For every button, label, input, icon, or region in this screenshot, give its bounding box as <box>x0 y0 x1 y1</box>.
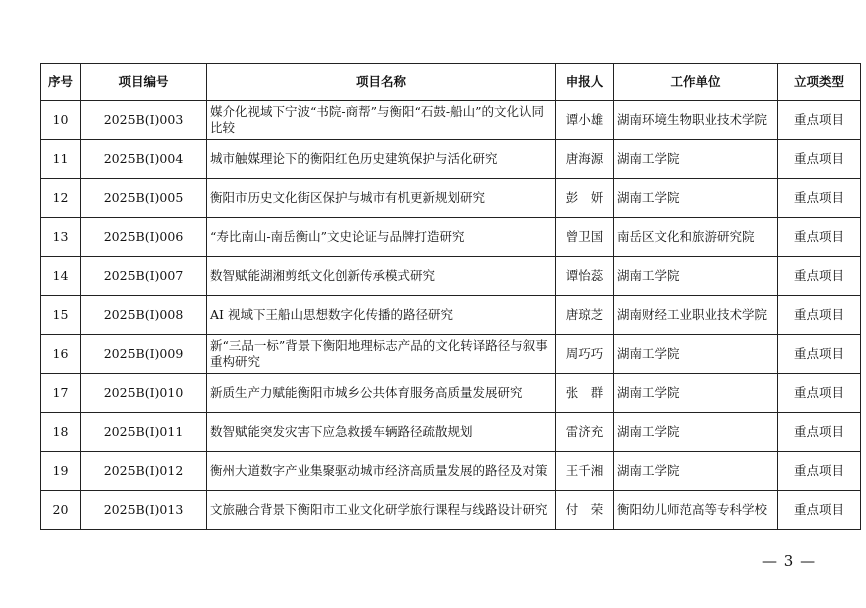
cell-project-name: 文旅融合背景下衡阳市工业文化研学旅行课程与线路设计研究 <box>207 491 556 530</box>
table-row <box>41 374 861 413</box>
page-number: — 3 — <box>762 552 817 570</box>
cell-project-type: 重点项目 <box>778 335 861 374</box>
cell-work-unit: 南岳区文化和旅游研究院 <box>614 218 778 257</box>
cell-project-type: 重点项目 <box>778 452 861 491</box>
cell-project-type: 重点项目 <box>778 101 861 140</box>
cell-serial: 15 <box>41 296 81 335</box>
cell-serial: 19 <box>41 452 81 491</box>
cell-project-type: 重点项目 <box>778 491 861 530</box>
cell-project-name: 数智赋能湖湘剪纸文化创新传承模式研究 <box>207 257 556 296</box>
cell-project-name: 衡州大道数字产业集聚驱动城市经济高质量发展的路径及对策 <box>207 452 556 491</box>
table-row <box>41 257 861 296</box>
cell-work-unit: 湖南工学院 <box>614 374 778 413</box>
cell-work-unit: 湖南工学院 <box>614 257 778 296</box>
cell-project-type: 重点项目 <box>778 413 861 452</box>
cell-applicant: 曾卫国 <box>556 218 614 257</box>
project-table <box>40 63 861 530</box>
cell-project-code: 2025B(Ⅰ)003 <box>81 101 207 140</box>
cell-serial: 20 <box>41 491 81 530</box>
table-row <box>41 179 861 218</box>
header-work-unit: 工作单位 <box>614 64 778 101</box>
cell-project-name: 城市触媒理论下的衡阳红色历史建筑保护与活化研究 <box>207 140 556 179</box>
cell-applicant: 谭小雄 <box>556 101 614 140</box>
table-row <box>41 101 861 140</box>
cell-project-code: 2025B(Ⅰ)005 <box>81 179 207 218</box>
table-row <box>41 452 861 491</box>
header-applicant: 申报人 <box>556 64 614 101</box>
cell-project-code: 2025B(Ⅰ)011 <box>81 413 207 452</box>
cell-project-code: 2025B(Ⅰ)009 <box>81 335 207 374</box>
cell-work-unit: 湖南工学院 <box>614 140 778 179</box>
cell-serial: 14 <box>41 257 81 296</box>
cell-applicant: 王千湘 <box>556 452 614 491</box>
cell-project-code: 2025B(Ⅰ)013 <box>81 491 207 530</box>
cell-project-code: 2025B(Ⅰ)010 <box>81 374 207 413</box>
cell-project-name: 媒介化视域下宁波“书院-商帮”与衡阳“石鼓-船山”的文化认同比较 <box>207 101 556 140</box>
table-row <box>41 296 861 335</box>
table-row <box>41 413 861 452</box>
cell-project-name: “寿比南山-南岳衡山”文史论证与品牌打造研究 <box>207 218 556 257</box>
header-project-type: 立项类型 <box>778 64 861 101</box>
cell-applicant: 唐海源 <box>556 140 614 179</box>
cell-work-unit: 湖南环境生物职业技术学院 <box>614 101 778 140</box>
cell-project-code: 2025B(Ⅰ)012 <box>81 452 207 491</box>
project-table-container <box>40 63 844 530</box>
cell-project-name: 数智赋能突发灾害下应急救援车辆路径疏散规划 <box>207 413 556 452</box>
table-row <box>41 335 861 374</box>
table-header-row <box>41 64 861 101</box>
header-project-code: 项目编号 <box>81 64 207 101</box>
cell-serial: 10 <box>41 101 81 140</box>
cell-serial: 11 <box>41 140 81 179</box>
cell-serial: 16 <box>41 335 81 374</box>
cell-project-name: 新质生产力赋能衡阳市城乡公共体育服务高质量发展研究 <box>207 374 556 413</box>
cell-serial: 18 <box>41 413 81 452</box>
cell-serial: 17 <box>41 374 81 413</box>
cell-project-type: 重点项目 <box>778 374 861 413</box>
cell-work-unit: 湖南工学院 <box>614 335 778 374</box>
cell-project-type: 重点项目 <box>778 140 861 179</box>
header-project-name: 项目名称 <box>207 64 556 101</box>
cell-work-unit: 湖南工学院 <box>614 452 778 491</box>
cell-applicant: 周巧巧 <box>556 335 614 374</box>
cell-applicant: 彭 妍 <box>556 179 614 218</box>
cell-project-code: 2025B(Ⅰ)004 <box>81 140 207 179</box>
cell-project-type: 重点项目 <box>778 257 861 296</box>
cell-work-unit: 湖南工学院 <box>614 179 778 218</box>
cell-applicant: 雷济充 <box>556 413 614 452</box>
cell-work-unit: 湖南财经工业职业技术学院 <box>614 296 778 335</box>
cell-project-type: 重点项目 <box>778 218 861 257</box>
cell-project-code: 2025B(Ⅰ)006 <box>81 218 207 257</box>
cell-applicant: 付 荣 <box>556 491 614 530</box>
cell-work-unit: 湖南工学院 <box>614 413 778 452</box>
cell-project-code: 2025B(Ⅰ)007 <box>81 257 207 296</box>
header-serial: 序号 <box>41 64 81 101</box>
cell-applicant: 唐琼芝 <box>556 296 614 335</box>
cell-work-unit: 衡阳幼儿师范高等专科学校 <box>614 491 778 530</box>
table-row <box>41 218 861 257</box>
cell-applicant: 张 群 <box>556 374 614 413</box>
cell-serial: 12 <box>41 179 81 218</box>
table-row <box>41 491 861 530</box>
cell-serial: 13 <box>41 218 81 257</box>
cell-project-name: 衡阳市历史文化街区保护与城市有机更新规划研究 <box>207 179 556 218</box>
table-row <box>41 140 861 179</box>
cell-project-name: 新“三品一标”背景下衡阳地理标志产品的文化转译路径与叙事重构研究 <box>207 335 556 374</box>
cell-project-type: 重点项目 <box>778 179 861 218</box>
cell-project-name: AI 视域下王船山思想数字化传播的路径研究 <box>207 296 556 335</box>
cell-applicant: 谭怡蕊 <box>556 257 614 296</box>
cell-project-code: 2025B(Ⅰ)008 <box>81 296 207 335</box>
cell-project-type: 重点项目 <box>778 296 861 335</box>
